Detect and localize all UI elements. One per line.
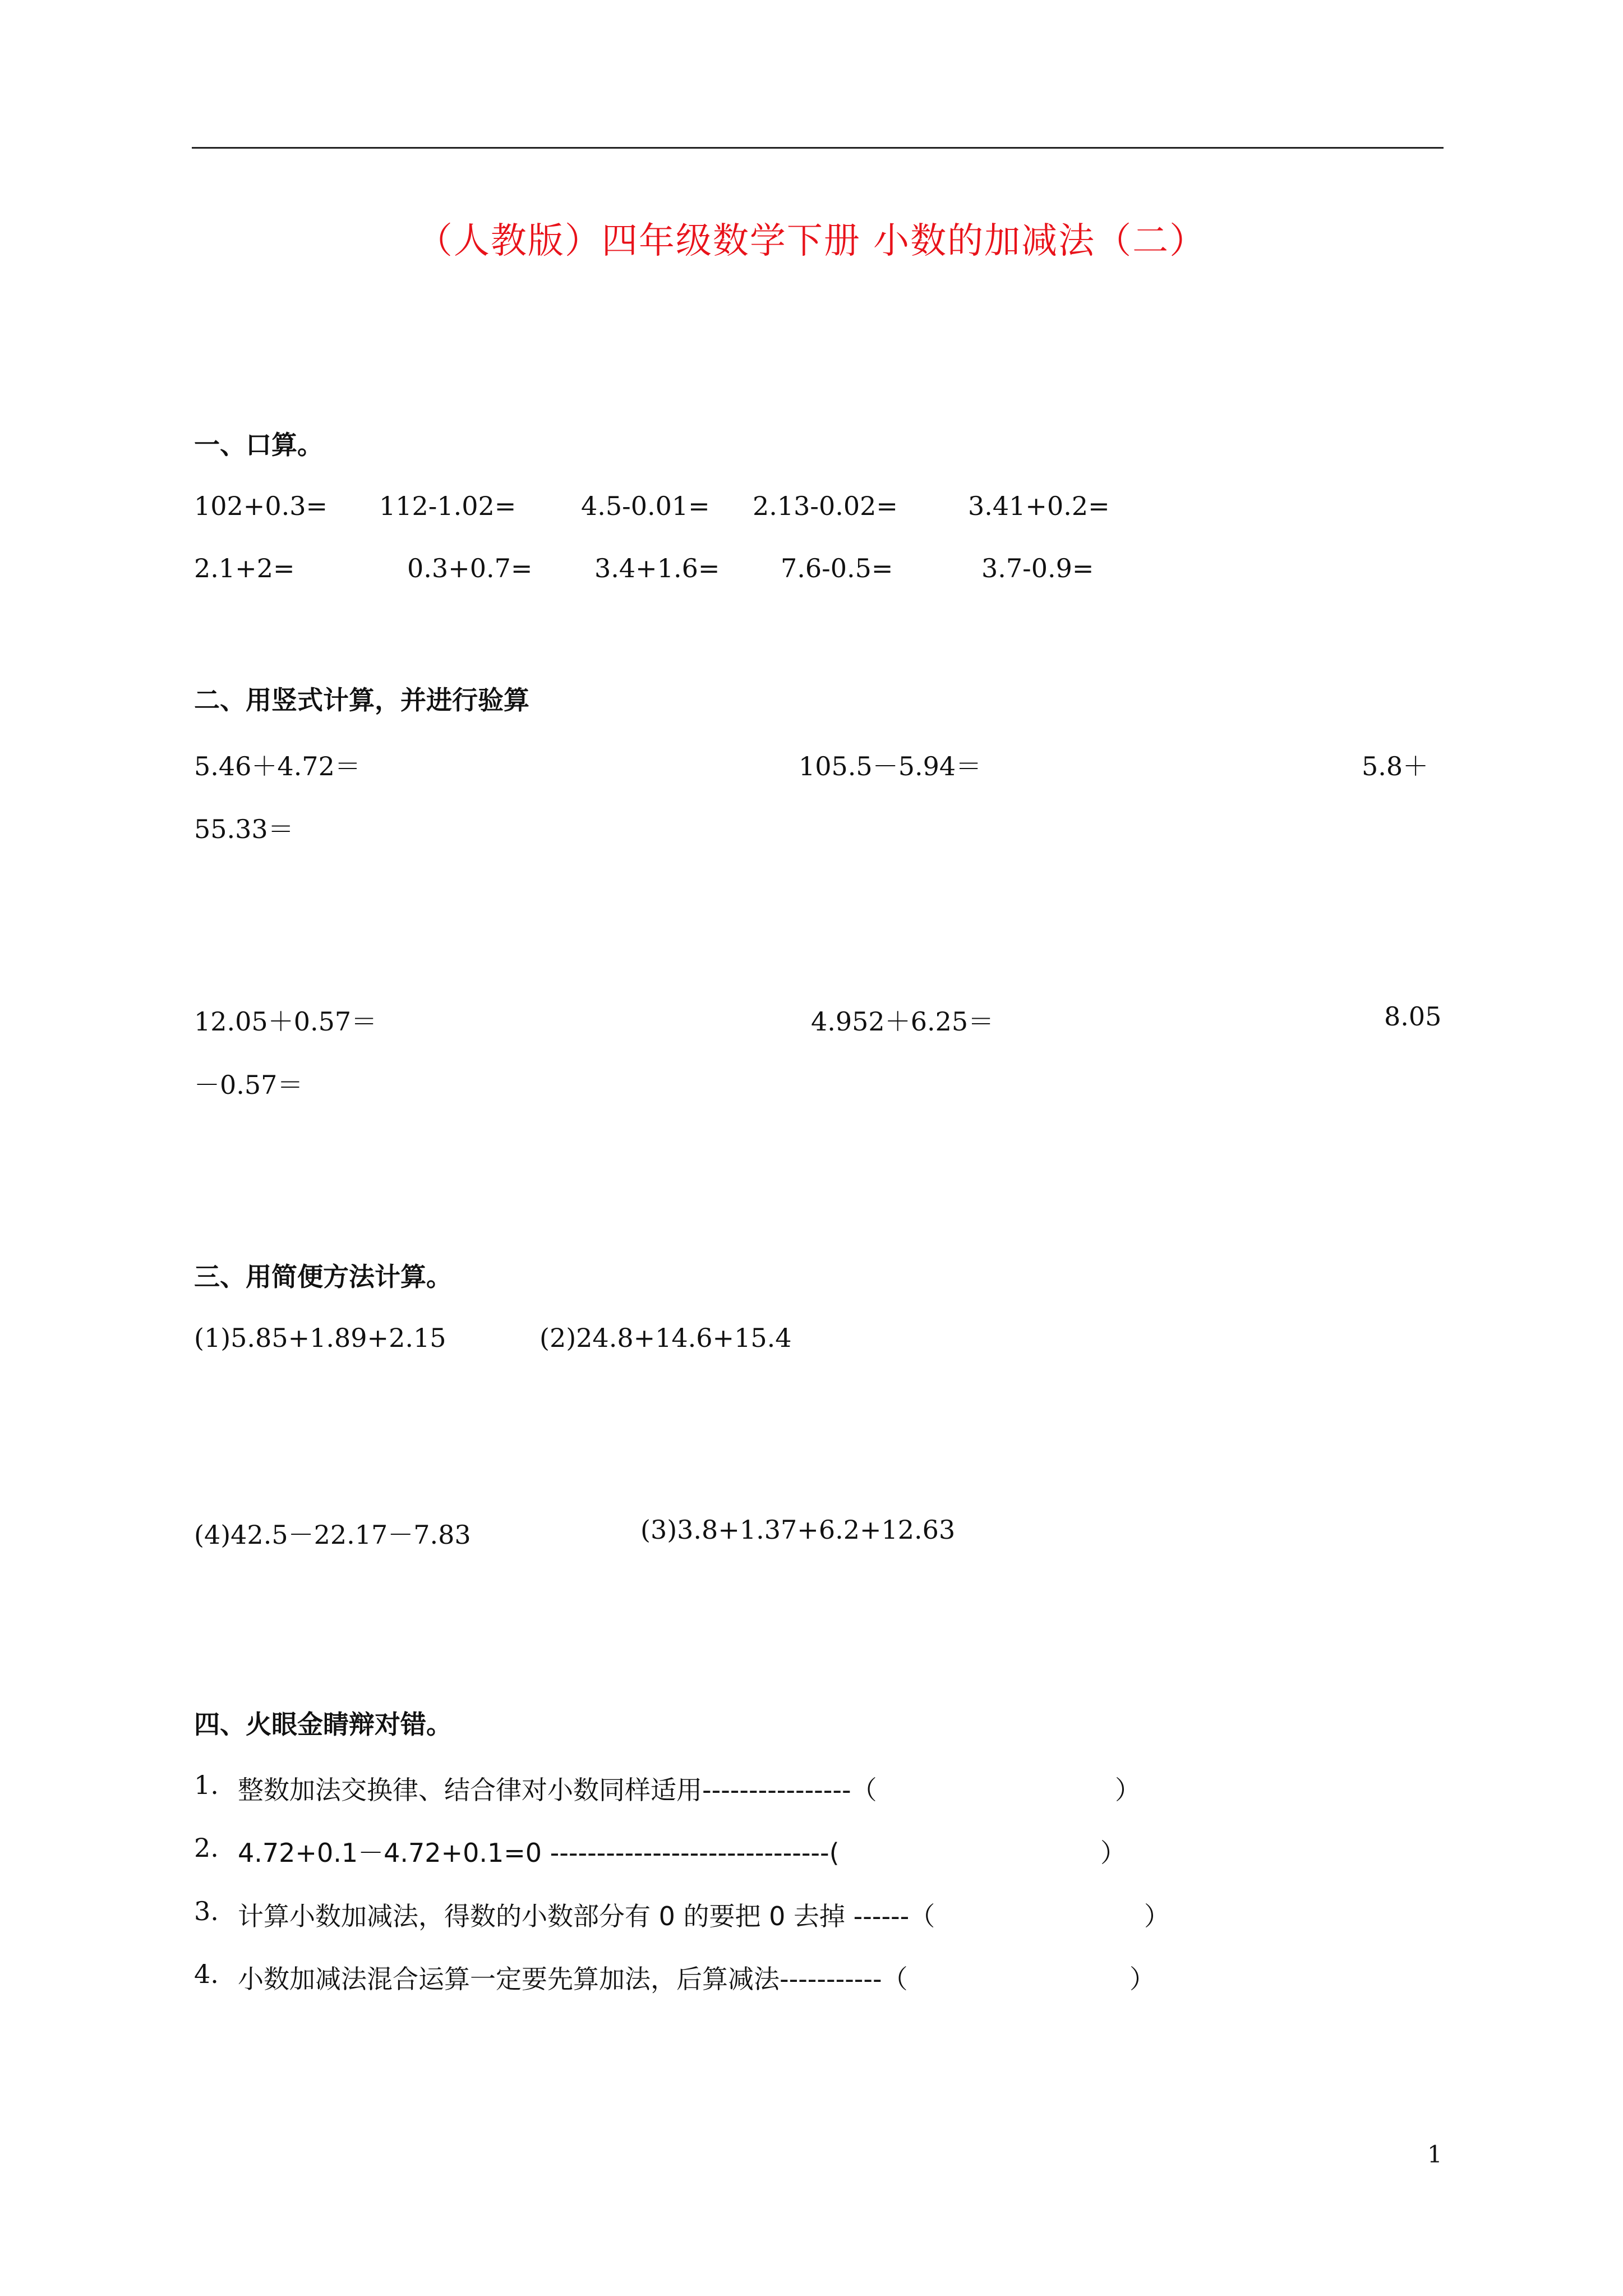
judge-answer-bracket[interactable]: ） (1129, 1964, 1155, 1994)
judge-item-number: 4. (194, 1959, 219, 1989)
judge-item-number: 3. (194, 1896, 219, 1926)
header-rule (192, 147, 1444, 149)
judge-answer-bracket[interactable]: ） (1144, 1901, 1170, 1931)
section-3-heading: 三、用简便方法计算。 (194, 1262, 452, 1292)
vertical-problem-wrap: 55.33＝ (194, 814, 294, 844)
section-1-heading: 一、口算。 (194, 430, 323, 460)
judge-item-number: 1. (194, 1770, 219, 1800)
simplify-problem: (4)42.5－22.17－7.83 (194, 1520, 471, 1550)
vertical-problem: 5.8＋ (1362, 751, 1429, 781)
simplify-problem: (3)3.8+1.37+6.2+12.63 (640, 1515, 956, 1545)
oral-problem: 3.41+0.2= (968, 491, 1110, 521)
vertical-problem-wrap: －0.57＝ (194, 1070, 303, 1100)
vertical-problem: 8.05 (1384, 1001, 1442, 1032)
vertical-problem: 12.05＋0.57＝ (194, 1006, 377, 1037)
judge-item-text: 整数加法交换律、结合律对小数同样适用----------------（ (238, 1775, 877, 1805)
oral-problem: 102+0.3= (194, 491, 328, 521)
judge-item-text: 小数加减法混合运算一定要先算加法，后算减法-----------（ (238, 1964, 908, 1994)
simplify-problem: (2)24.8+14.6+15.4 (540, 1323, 792, 1353)
section-2-heading: 二、用竖式计算，并进行验算 (194, 685, 529, 715)
page-number: 1 (1427, 2141, 1442, 2168)
oral-problem: 2.1+2= (194, 553, 295, 583)
vertical-problem: 4.952＋6.25＝ (811, 1006, 994, 1037)
judge-item-text: 计算小数加减法，得数的小数部分有 0 的要把 0 去掉 ------（ (238, 1901, 935, 1931)
oral-problem: 3.7-0.9= (981, 553, 1094, 583)
judge-item-text: 4.72+0.1－4.72+0.1=0 ------------------------------( (238, 1838, 840, 1868)
oral-problem: 7.6-0.5= (781, 553, 893, 583)
page-title: （人教版）四年级数学下册 小数的加减法（二） (416, 220, 1207, 262)
judge-answer-bracket[interactable]: ） (1100, 1838, 1126, 1868)
judge-answer-bracket[interactable]: ） (1115, 1775, 1141, 1805)
oral-problem: 3.4+1.6= (594, 553, 720, 583)
oral-problem: 112-1.02= (379, 491, 517, 521)
oral-problem: 2.13-0.02= (753, 491, 898, 521)
vertical-problem: 105.5－5.94＝ (799, 751, 982, 781)
simplify-problem: (1)5.85+1.89+2.15 (194, 1323, 446, 1353)
section-4-heading: 四、火眼金睛辩对错。 (194, 1709, 452, 1740)
oral-problem: 0.3+0.7= (407, 553, 533, 583)
judge-item-number: 2. (194, 1833, 219, 1863)
vertical-problem: 5.46＋4.72＝ (194, 751, 361, 781)
oral-problem: 4.5-0.01= (581, 491, 710, 521)
